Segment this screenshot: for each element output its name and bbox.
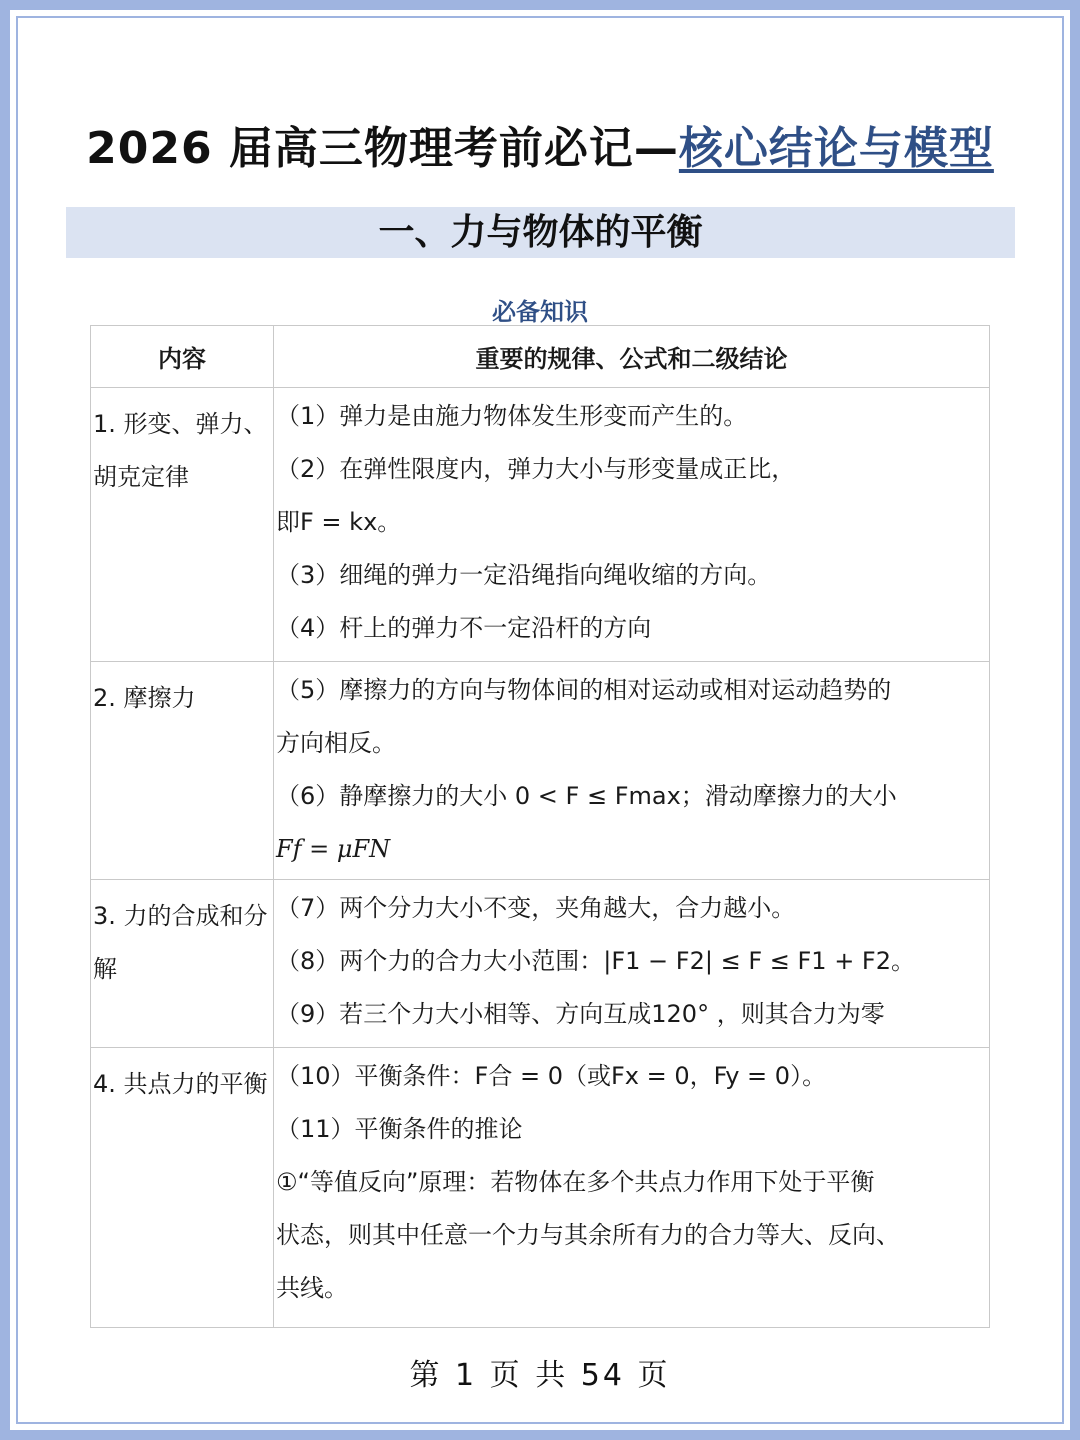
- page-footer: 第 1 页 共 54 页: [409, 1358, 671, 1393]
- content-cell: [274, 662, 990, 880]
- header-content: 内容: [91, 326, 274, 388]
- content-line: 即F = kx。: [276, 508, 402, 536]
- content-line: （8）两个力的合力大小范围：|F1 − F2| ≤ F ≤ F1 + F2。: [276, 947, 916, 975]
- title-accent: 核心结论与模型: [678, 123, 994, 174]
- title-main: 2026 届高三物理考前必记—: [86, 123, 679, 174]
- content-line: （5）摩擦力的方向与物体间的相对运动或相对运动趋势的: [276, 676, 892, 704]
- content-line: （9）若三个力大小相等、方向互成120° ，则其合力为零: [276, 1000, 885, 1028]
- section-heading: 一、力与物体的平衡: [66, 207, 1015, 258]
- table-header-row: [91, 326, 990, 388]
- content-line: 共线。: [276, 1274, 348, 1302]
- table-row: [91, 1048, 990, 1328]
- content-line: （2）在弹性限度内，弹力大小与形变量成正比，: [276, 455, 796, 483]
- content-line: （10）平衡条件：F合 = 0（或Fx = 0，Fy = 0）。: [276, 1062, 827, 1090]
- content-line: （1）弹力是由施力物体发生形变而产生的。: [276, 402, 748, 430]
- header-rules: 重要的规律、公式和二级结论: [274, 326, 990, 388]
- content-line: 状态，则其中任意一个力与其余所有力的合力等大、反向、: [276, 1221, 900, 1249]
- content-cell: [274, 1048, 990, 1328]
- content-line: （4）杆上的弹力不一定沿杆的方向: [276, 614, 652, 642]
- content-cell: [274, 388, 990, 662]
- content-line: ①“等值反向”原理：若物体在多个共点力作用下处于平衡: [276, 1168, 875, 1196]
- subheading: 必备知识: [492, 298, 588, 326]
- knowledge-table: [90, 325, 990, 1328]
- topic-cell: 2. 摩擦力: [91, 662, 274, 880]
- table-row: [91, 880, 990, 1048]
- topic-cell: 3. 力的合成和分解: [91, 880, 274, 1048]
- content-line: （6）静摩擦力的大小 0 < F ≤ Fmax；滑动摩擦力的大小: [276, 782, 897, 810]
- content-line: （3）细绳的弹力一定沿绳指向绳收缩的方向。: [276, 561, 772, 589]
- content-line: （7）两个分力大小不变，夹角越大，合力越小。: [276, 894, 796, 922]
- content-line: 方向相反。: [276, 729, 396, 757]
- content-line: （11）平衡条件的推论: [276, 1115, 523, 1143]
- content-line: Ff = μFN: [276, 835, 391, 863]
- topic-cell: 1. 形变、弹力、胡克定律: [91, 388, 274, 662]
- topic-cell: 4. 共点力的平衡: [91, 1048, 274, 1328]
- page-title: [0, 112, 1080, 176]
- content-cell: [274, 880, 990, 1048]
- table-row: [91, 662, 990, 880]
- table-row: [91, 388, 990, 662]
